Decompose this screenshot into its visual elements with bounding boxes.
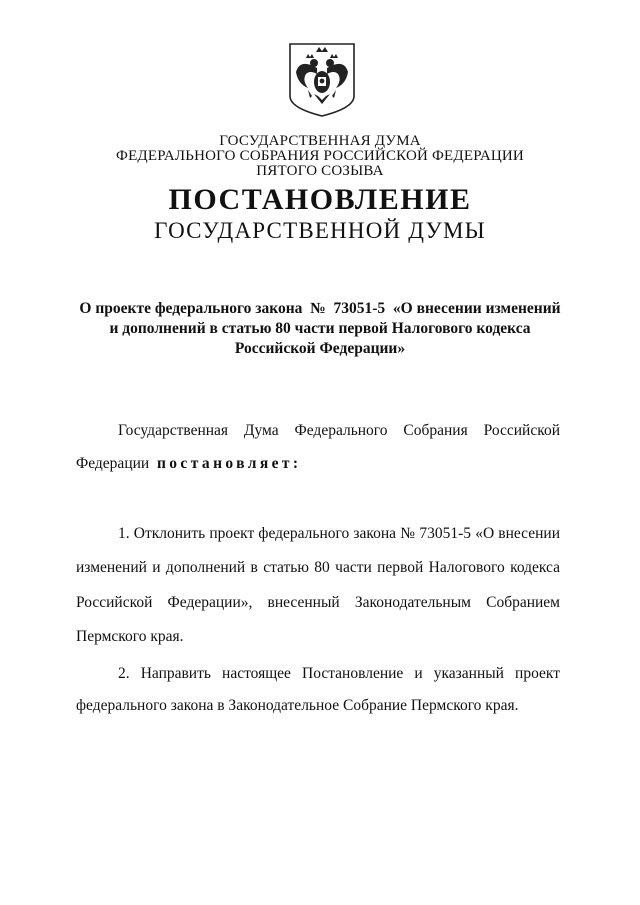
issuer-line-2: ФЕДЕРАЛЬНОГО СОБРАНИЯ РОССИЙСКОЙ ФЕДЕРАЦИИ xyxy=(116,148,524,164)
document-issuer-subtitle: ГОСУДАРСТВЕННОЙ ДУМЫ xyxy=(154,218,486,243)
item2-line-2: федерального закона в Законодательное Собрание Пермского края. xyxy=(76,697,519,714)
document-type-title: ПОСТАНОВЛЕНИЕ xyxy=(168,183,472,216)
item1-line-2: изменений и дополнений в статью 80 части первой Налогового кодекса xyxy=(76,559,560,576)
item2-line-1: 2. Направить настоящее Постановление и указанный проект xyxy=(118,665,560,682)
item1-line-4: Пермского края. xyxy=(76,628,184,645)
subject-line-2: и дополнений в статью 80 части первой Налогового кодекса xyxy=(109,320,531,337)
issuer-line-1: ГОСУДАРСТВЕННАЯ ДУМА xyxy=(219,133,421,149)
document-subject xyxy=(60,299,580,359)
preamble-line-1: Государственная Дума Федерального Собрания Российской xyxy=(118,422,560,439)
subject-line-1: О проекте федерального закона № 73051-5 «О внесении изменений xyxy=(79,300,561,317)
issuer-line-3: ПЯТОГО СОЗЫВА xyxy=(256,163,384,179)
preamble-prefix: Федерации xyxy=(76,455,150,472)
preamble-line-2 xyxy=(76,455,560,473)
item1-line-1: 1. Отклонить проект федерального закона № 73051-5 «О внесении xyxy=(118,525,560,542)
coat-of-arms-icon xyxy=(286,38,358,118)
item1-line-3: Российской Федерации», внесенный Законодательным Собранием xyxy=(76,594,560,611)
subject-line-3: Российской Федерации» xyxy=(234,340,406,357)
preamble-verb: постановляет: xyxy=(156,455,302,472)
